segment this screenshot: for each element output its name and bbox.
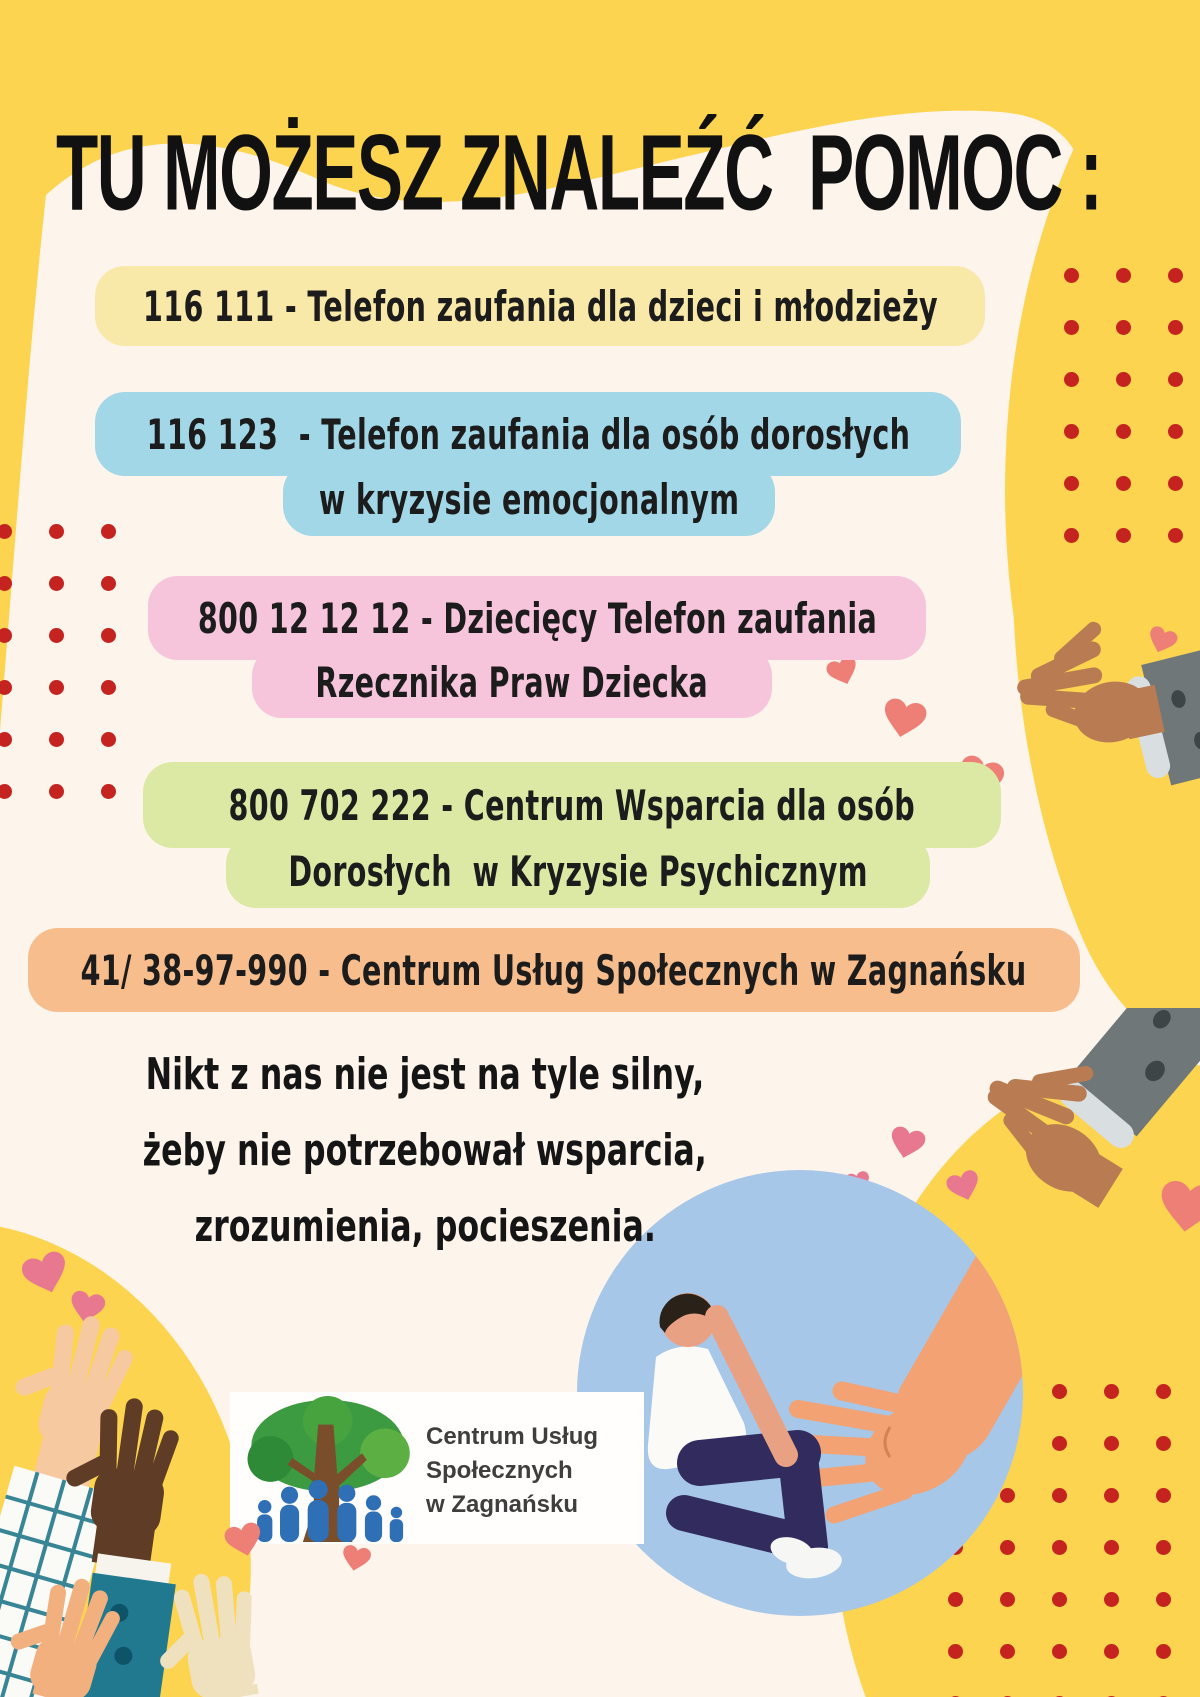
quote-line: żeby nie potrzebował wsparcia,: [142, 1124, 708, 1176]
reaching-hand-icon: [1012, 612, 1200, 827]
logo-text-line: Centrum Usług: [426, 1423, 599, 1450]
dot: [0, 576, 12, 591]
dot: [49, 628, 64, 643]
helpline-banner: [226, 834, 930, 908]
dot: [1116, 268, 1131, 283]
quote: [90, 1036, 760, 1264]
dot: [101, 680, 116, 695]
dot: [1156, 1436, 1171, 1451]
logo-text-line: Społecznych: [426, 1457, 573, 1484]
helpline-banner: [95, 266, 985, 346]
dot: [0, 680, 12, 695]
dot: [1064, 268, 1079, 283]
dot: [1116, 528, 1131, 543]
dot: [1168, 424, 1183, 439]
dot: [1116, 372, 1131, 387]
dot: [49, 732, 64, 747]
dot: [1168, 372, 1183, 387]
dot: [0, 524, 12, 539]
dot: [1116, 476, 1131, 491]
dot: [1104, 1540, 1119, 1555]
dot: [1052, 1644, 1067, 1659]
helpline-banner: [283, 462, 775, 536]
dot: [1064, 424, 1079, 439]
dot: [1052, 1384, 1067, 1399]
helpline-text: w kryzysie emocjonalnym: [318, 474, 740, 524]
dots-pattern-left: [0, 524, 116, 799]
dot: [49, 576, 64, 591]
dot: [1156, 1384, 1171, 1399]
dot: [49, 680, 64, 695]
dot: [1156, 1592, 1171, 1607]
dot: [1104, 1436, 1119, 1451]
helpline-text: 800 12 12 12 - Dziecięcy Telefon zaufania: [197, 593, 877, 643]
poster-title-text: TU MOŻESZ ZNALEŹĆ POMOC :: [56, 113, 1102, 233]
dot: [1168, 320, 1183, 335]
dot: [0, 732, 12, 747]
helpline-banner: [28, 928, 1080, 1012]
quote-line: zrozumienia, pocieszenia.: [194, 1200, 656, 1252]
dot: [1052, 1436, 1067, 1451]
helpline-banner: [252, 646, 772, 718]
dot: [101, 576, 116, 591]
dot: [1156, 1488, 1171, 1503]
dot: [101, 524, 116, 539]
dot: [1156, 1644, 1171, 1659]
poster-title: [56, 112, 1200, 233]
helpline-text: 116 123 - Telefon zaufania dla osób dorosłych: [146, 409, 910, 459]
dot: [1064, 372, 1079, 387]
helpline-text: Rzecznika Praw Dziecka: [315, 657, 709, 707]
helpline-text: 41/ 38-97-990 - Centrum Usług Społecznych w Zagnańsku: [81, 945, 1027, 995]
dot: [1064, 320, 1079, 335]
dot: [49, 784, 64, 799]
dot: [1156, 1540, 1171, 1555]
dot: [0, 784, 12, 799]
dots-pattern-top-right: [1064, 268, 1183, 543]
dot: [1168, 528, 1183, 543]
dot: [1052, 1540, 1067, 1555]
quote-line: Nikt z nas nie jest na tyle silny,: [145, 1048, 705, 1100]
dot: [0, 628, 12, 643]
dot: [1104, 1644, 1119, 1659]
dot: [1168, 476, 1183, 491]
logo-text-line: w Zagnańsku: [426, 1491, 579, 1518]
dot: [1052, 1592, 1067, 1607]
dot: [1000, 1644, 1015, 1659]
dot: [1064, 476, 1079, 491]
dot: [49, 524, 64, 539]
dot: [101, 732, 116, 747]
dot: [948, 1644, 963, 1659]
dot: [1064, 528, 1079, 543]
dot: [1104, 1384, 1119, 1399]
helpline-text: 116 111 - Telefon zaufania dla dzieci i młodzieży: [142, 281, 938, 331]
dot: [1116, 320, 1131, 335]
dot: [1104, 1592, 1119, 1607]
dot: [1116, 424, 1131, 439]
dot: [1052, 1488, 1067, 1503]
dot: [101, 784, 116, 799]
helpline-text: 800 702 222 - Centrum Wsparcia dla osób: [228, 780, 916, 830]
dot: [1168, 268, 1183, 283]
helpline-text: Dorosłych w Kryzysie Psychicznym: [288, 846, 868, 896]
dot: [101, 628, 116, 643]
dot: [1104, 1488, 1119, 1503]
raised-hands-illustration: [0, 1240, 560, 1697]
